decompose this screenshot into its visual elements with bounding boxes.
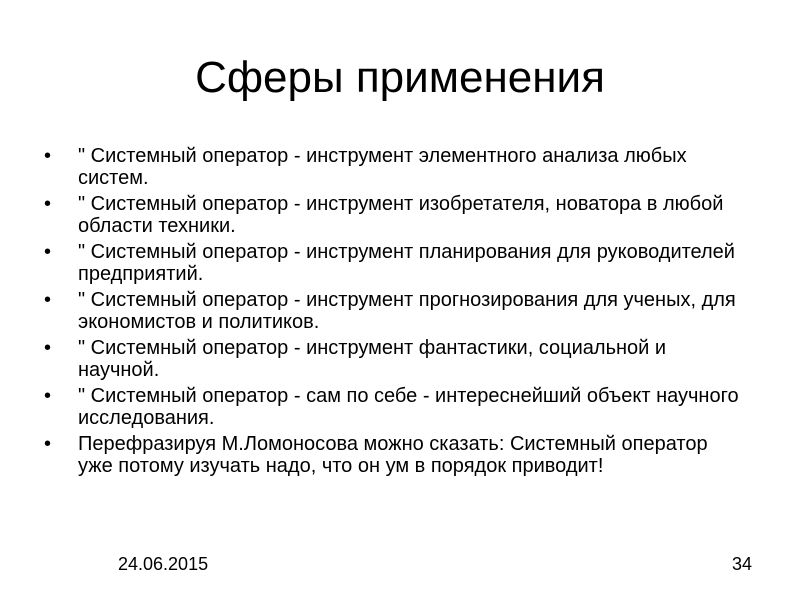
bullet-dot-icon: • <box>44 193 52 215</box>
bullet-text: " Системный оператор - инструмент элементного анализа любых систем. <box>78 145 687 189</box>
list-item <box>44 193 744 237</box>
bullet-dot-icon: • <box>44 337 52 359</box>
list-item <box>44 433 744 477</box>
bullet-dot-icon: • <box>44 433 52 455</box>
bullet-list <box>44 145 744 481</box>
bullet-dot-icon: • <box>44 145 52 167</box>
bullet-text: " Системный оператор - инструмент фантастики, социальной и научной. <box>78 337 667 381</box>
footer-date: 24.06.2015 <box>118 554 209 574</box>
list-item <box>44 241 744 285</box>
bullet-text: " Системный оператор - сам по себе - интереснейший объект научного исследования. <box>78 385 739 429</box>
list-item <box>44 145 744 189</box>
bullet-text: " Системный оператор - инструмент изобретателя, новатора в любой области техники. <box>78 193 724 237</box>
slide-title: Сферы применения <box>195 53 605 102</box>
bullet-dot-icon: • <box>44 241 52 263</box>
list-item <box>44 289 744 333</box>
bullet-text: " Системный оператор - инструмент планирования для руководителей предприятий. <box>78 241 735 285</box>
bullet-dot-icon: • <box>44 289 52 311</box>
bullet-dot-icon: • <box>44 385 52 407</box>
bullet-text: Перефразируя М.Ломоносова можно сказать: Системный оператор уже потому изучать надо, что он ум в порядок приводит! <box>78 433 708 477</box>
page-number: 34 <box>731 554 752 574</box>
bullet-text: " Системный оператор - инструмент прогнозирования для ученых, для экономистов и политиков. <box>78 289 736 333</box>
list-item <box>44 385 744 429</box>
list-item <box>44 337 744 381</box>
